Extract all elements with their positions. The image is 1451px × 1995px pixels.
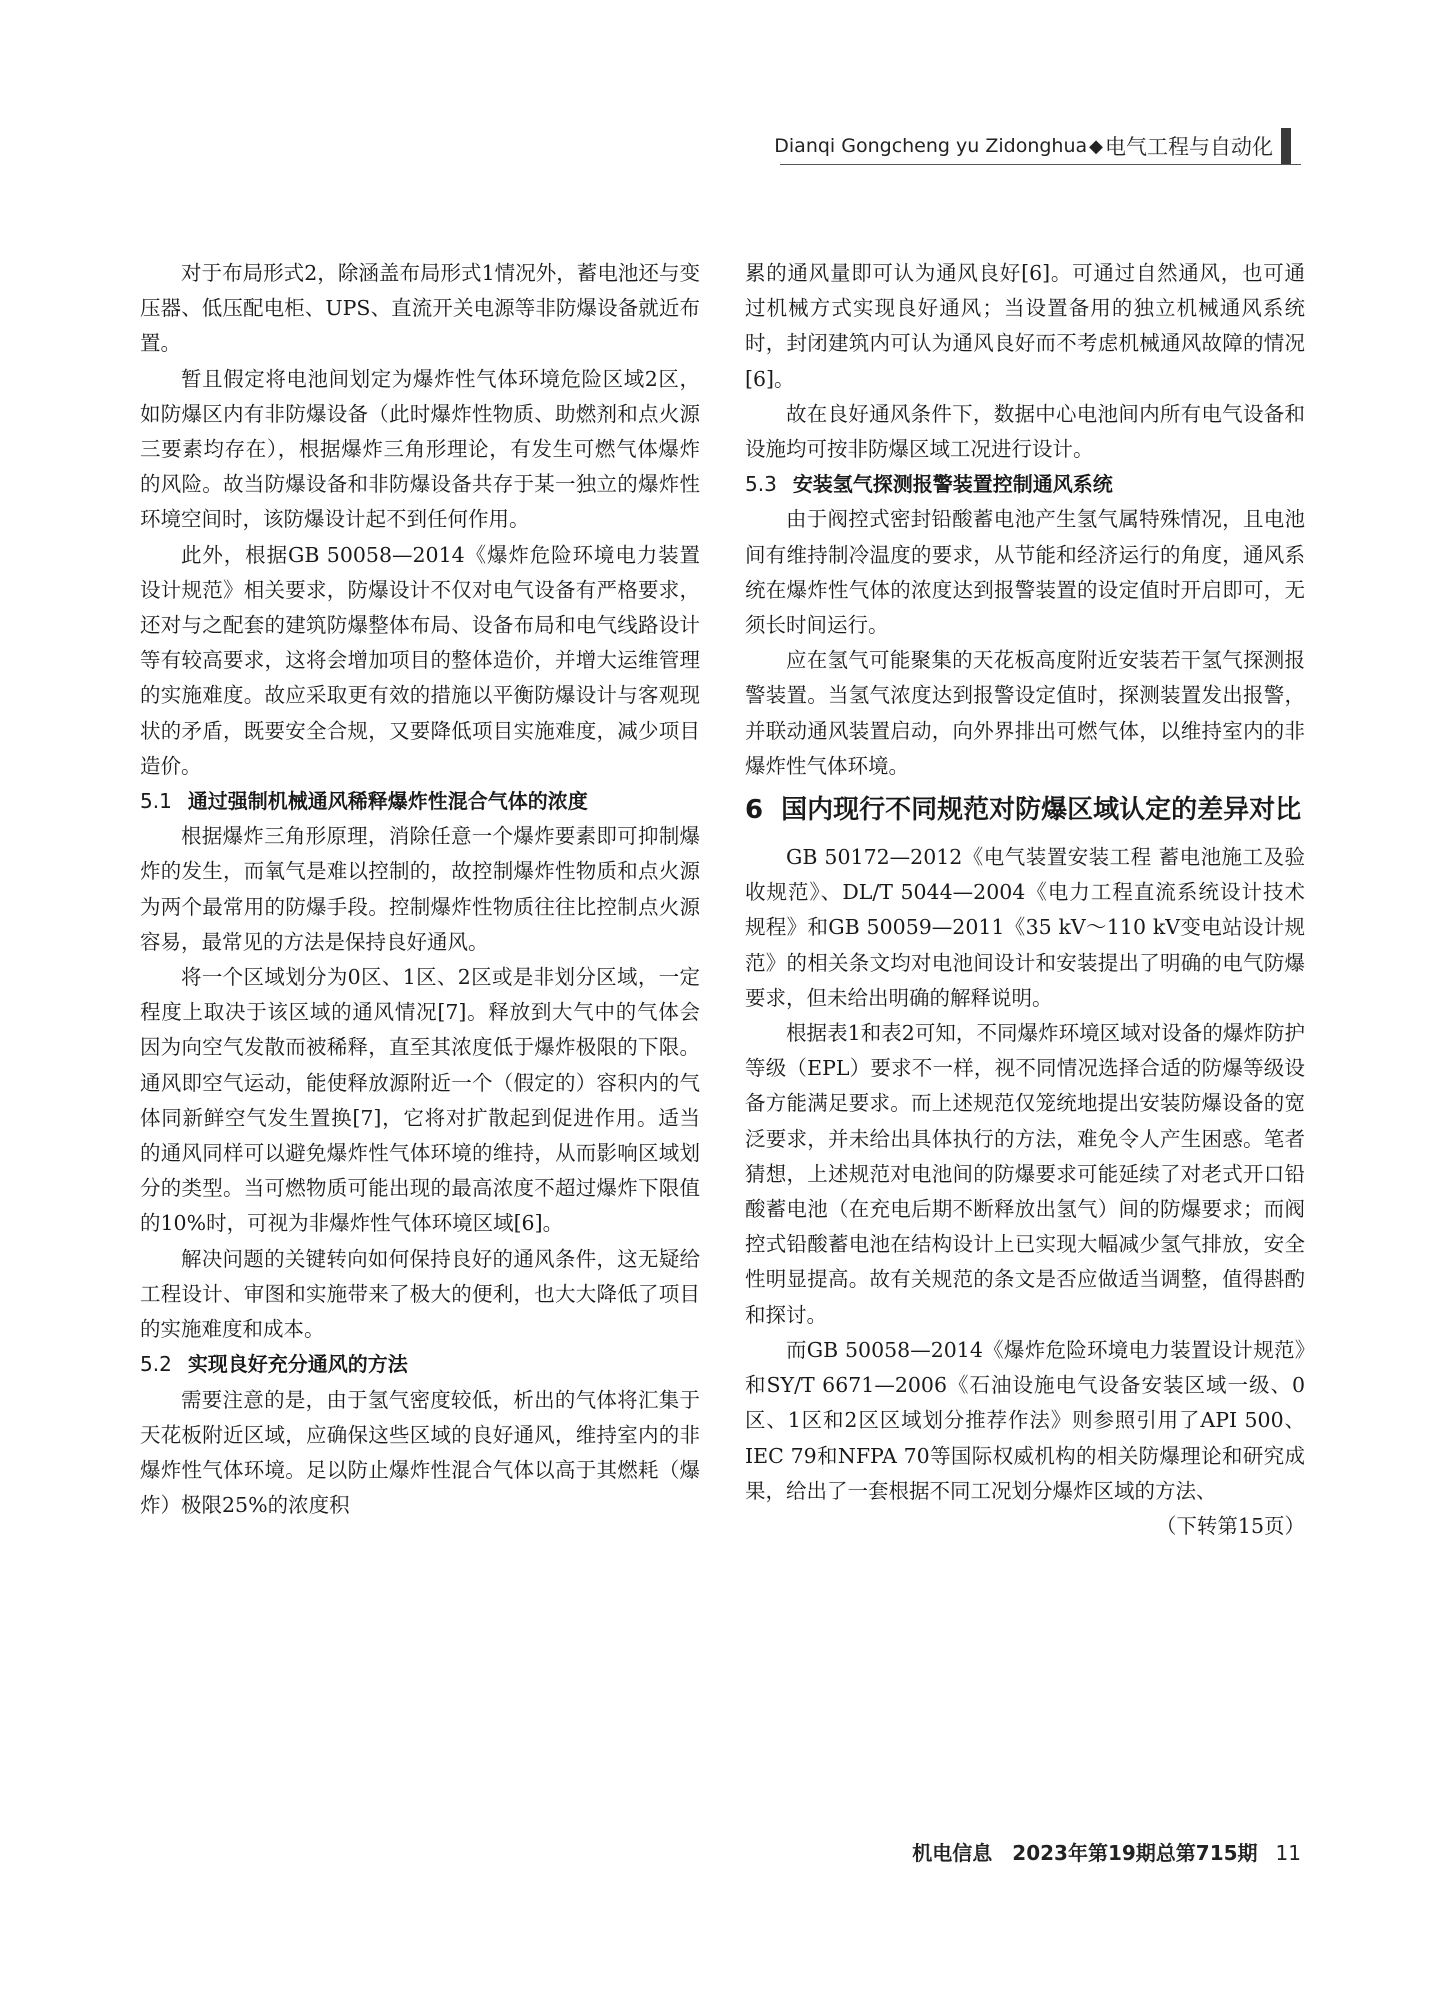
body-paragraph [140, 362, 700, 538]
body-paragraph [745, 840, 1305, 1016]
paragraph-text: 由于阀控式密封铅酸蓄电池产生氢气属特殊情况，且电池间有维持制冷温度的要求，从节能和经济运行的角度，通风系统在爆炸性气体的浓度达到报警装置的设定值时开启即可，无须长时间运行。 [745, 507, 1305, 638]
page-footer [912, 1837, 1301, 1866]
paragraph-text: 应在氢气可能聚集的天花板高度附近安装若干氢气探测报警装置。当氢气浓度达到报警设定值时，探测装置发出报警，并联动通风装置启动，向外界排出可燃气体，以维持室内的非爆炸性气体环境。 [745, 648, 1305, 778]
right-column [745, 256, 1305, 1544]
heading-text: 安装氢气探测报警装置控制通风系统 [792, 472, 1113, 497]
body-paragraph [140, 256, 700, 362]
paragraph-text: 根据表1和表2可知，不同爆炸环境区域对设备的爆炸防护等级（EPL）要求不一样，视不同情况选择合适的防爆等级设备方能满足要求。而上述规范仅笼统地提出安装防爆设备的宽泛要求，并未给出具体执行的方法，难免令人产生困惑。笔者猜想，上述规范对电池间的防爆要求可能延续了对老式开口铅酸蓄电池（在充电后期不断释放出氢气）间的防爆要求；而阀控式铅酸蓄电池在结构设计上已实现大幅减少氢气排放，安全性明显提高。故有关规范的条文是否应做适当调整，值得斟酌和探讨。 [745, 1021, 1305, 1327]
body-paragraph [745, 643, 1305, 784]
heading-number: 5.1 [140, 789, 172, 814]
subsection-heading [140, 784, 700, 819]
paragraph-text: 暂且假定将电池间划定为爆炸性气体环境危险区域2区，如防爆区内有非防爆设备（此时爆炸性物质、助燃剂和点火源三要素均存在），根据爆炸三角形理论，有发生可燃气体爆炸的风险。故当防爆设备和非防爆设备共存于某一独立的爆炸性环境空间时，该防爆设计起不到任何作用。 [140, 366, 700, 532]
header-divider [780, 164, 1301, 165]
body-paragraph [140, 1242, 700, 1348]
body-paragraph [745, 502, 1305, 643]
continued-note: （下转第15页） [1155, 1513, 1305, 1538]
page-number: 11 [1275, 1841, 1301, 1865]
body-paragraph [745, 1333, 1305, 1538]
body-paragraph [745, 397, 1305, 467]
heading-number: 6 [745, 795, 764, 826]
paragraph-text: 累的通风量即可认为通风良好[6]。可通过自然通风，也可通过机械方式实现良好通风；当设置备用的独立机械通风系统时，封闭建筑内可认为通风良好而不考虑机械通风故障的情况[6]。 [745, 261, 1305, 391]
paragraph-text: 故在良好通风条件下，数据中心电池间内所有电气设备和设施均可按非防爆区域工况进行设计。 [745, 401, 1305, 462]
heading-number: 5.2 [140, 1352, 172, 1377]
body-paragraph [140, 1383, 700, 1524]
journal-title-cn: 电气工程与自动化 [1105, 135, 1273, 159]
paragraph-text: 需要注意的是，由于氢气密度较低，析出的气体将汇集于天花板附近区域，应确保这些区域的良好通风，维持室内的非爆炸性气体环境。足以防止爆炸性混合气体以高于其燃耗（爆炸）极限25%的浓度积 [140, 1387, 700, 1518]
left-column [140, 256, 700, 1523]
body-paragraph [140, 538, 700, 784]
subsection-heading [745, 467, 1305, 502]
subsection-heading [140, 1347, 700, 1382]
body-paragraph [745, 1016, 1305, 1333]
section-heading [745, 788, 1305, 832]
running-header [774, 128, 1291, 164]
heading-text: 国内现行不同规范对防爆区域认定的差异对比 [781, 795, 1302, 826]
diamond-icon: ◆ [1089, 135, 1103, 157]
paragraph-text: GB 50172—2012《电气装置安装工程 蓄电池施工及验收规范》、DL/T 5044—2004《电力工程直流系统设计技术规程》和GB 50059—2011《35 kV～110 kV变电站设计规范》的相关条文均对电池间设计和安装提出了明确的电气防爆要求，但未给出明确的解释说明。 [745, 845, 1305, 1010]
body-paragraph [745, 256, 1305, 397]
heading-text: 通过强制机械通风稀释爆炸性混合气体的浓度 [187, 789, 588, 814]
body-paragraph [140, 960, 700, 1242]
heading-number: 5.3 [745, 472, 777, 497]
paragraph-text: 解决问题的关键转向如何保持良好的通风条件，这无疑给工程设计、审图和实施带来了极大的便利，也大大降低了项目的实施难度和成本。 [140, 1246, 700, 1342]
journal-pinyin: Dianqi Gongcheng yu Zidonghua [774, 135, 1088, 157]
paragraph-text: 对于布局形式2，除涵盖布局形式1情况外，蓄电池还与变压器、低压配电柜、UPS、直流开关电源等非防爆设备就近布置。 [140, 261, 700, 356]
heading-text: 实现良好充分通风的方法 [187, 1352, 408, 1377]
paragraph-text: 而GB 50058—2014《爆炸危险环境电力装置设计规范》和SY/T 6671—2006《石油设施电气设备安装区域一级、0区、1区和2区区域划分推荐作法》则参照引用了API 500、IEC 79和NFPA 70等国际权威机构的相关防爆理论和研究成果，给出了一套根据不同工况划分爆炸区域的方法、 [745, 1337, 1305, 1503]
paragraph-text: 将一个区域划分为0区、1区、2区或是非划分区域，一定程度上取决于该区域的通风情况[7]。释放到大气中的气体会因为向空气发散而被稀释，直至其浓度低于爆炸极限的下限。通风即空气运动，能使释放源附近一个（假定的）容积内的气体同新鲜空气发生置换[7]，它将对扩散起到促进作用。适当的通风同样可以避免爆炸性气体环境的维持，从而影响区域划分的类型。当可燃物质可能出现的最高浓度不超过爆炸下限值的10%时，可视为非爆炸性气体环境区域[6]。 [140, 965, 700, 1236]
header-bar-decoration [1281, 128, 1291, 164]
body-paragraph [140, 819, 700, 960]
footer-journal-issue: 机电信息 2023年第19期总第715期 [912, 1841, 1258, 1865]
paragraph-text: 根据爆炸三角形原理，消除任意一个爆炸要素即可抑制爆炸的发生，而氧气是难以控制的，故控制爆炸性物质和点火源为两个最常用的防爆手段。控制爆炸性物质往往比控制点火源容易，最常见的方法是保持良好通风。 [140, 824, 700, 954]
paragraph-text: 此外，根据GB 50058—2014《爆炸危险环境电力装置设计规范》相关要求，防爆设计不仅对电气设备有严格要求，还对与之配套的建筑防爆整体布局、设备布局和电气线路设计等有较高要求，这将会增加项目的整体造价，并增大运维管理的实施难度。故应采取更有效的措施以平衡防爆设计与客观现状的矛盾，既要安全合规，又要降低项目实施难度，减少项目造价。 [140, 542, 700, 778]
